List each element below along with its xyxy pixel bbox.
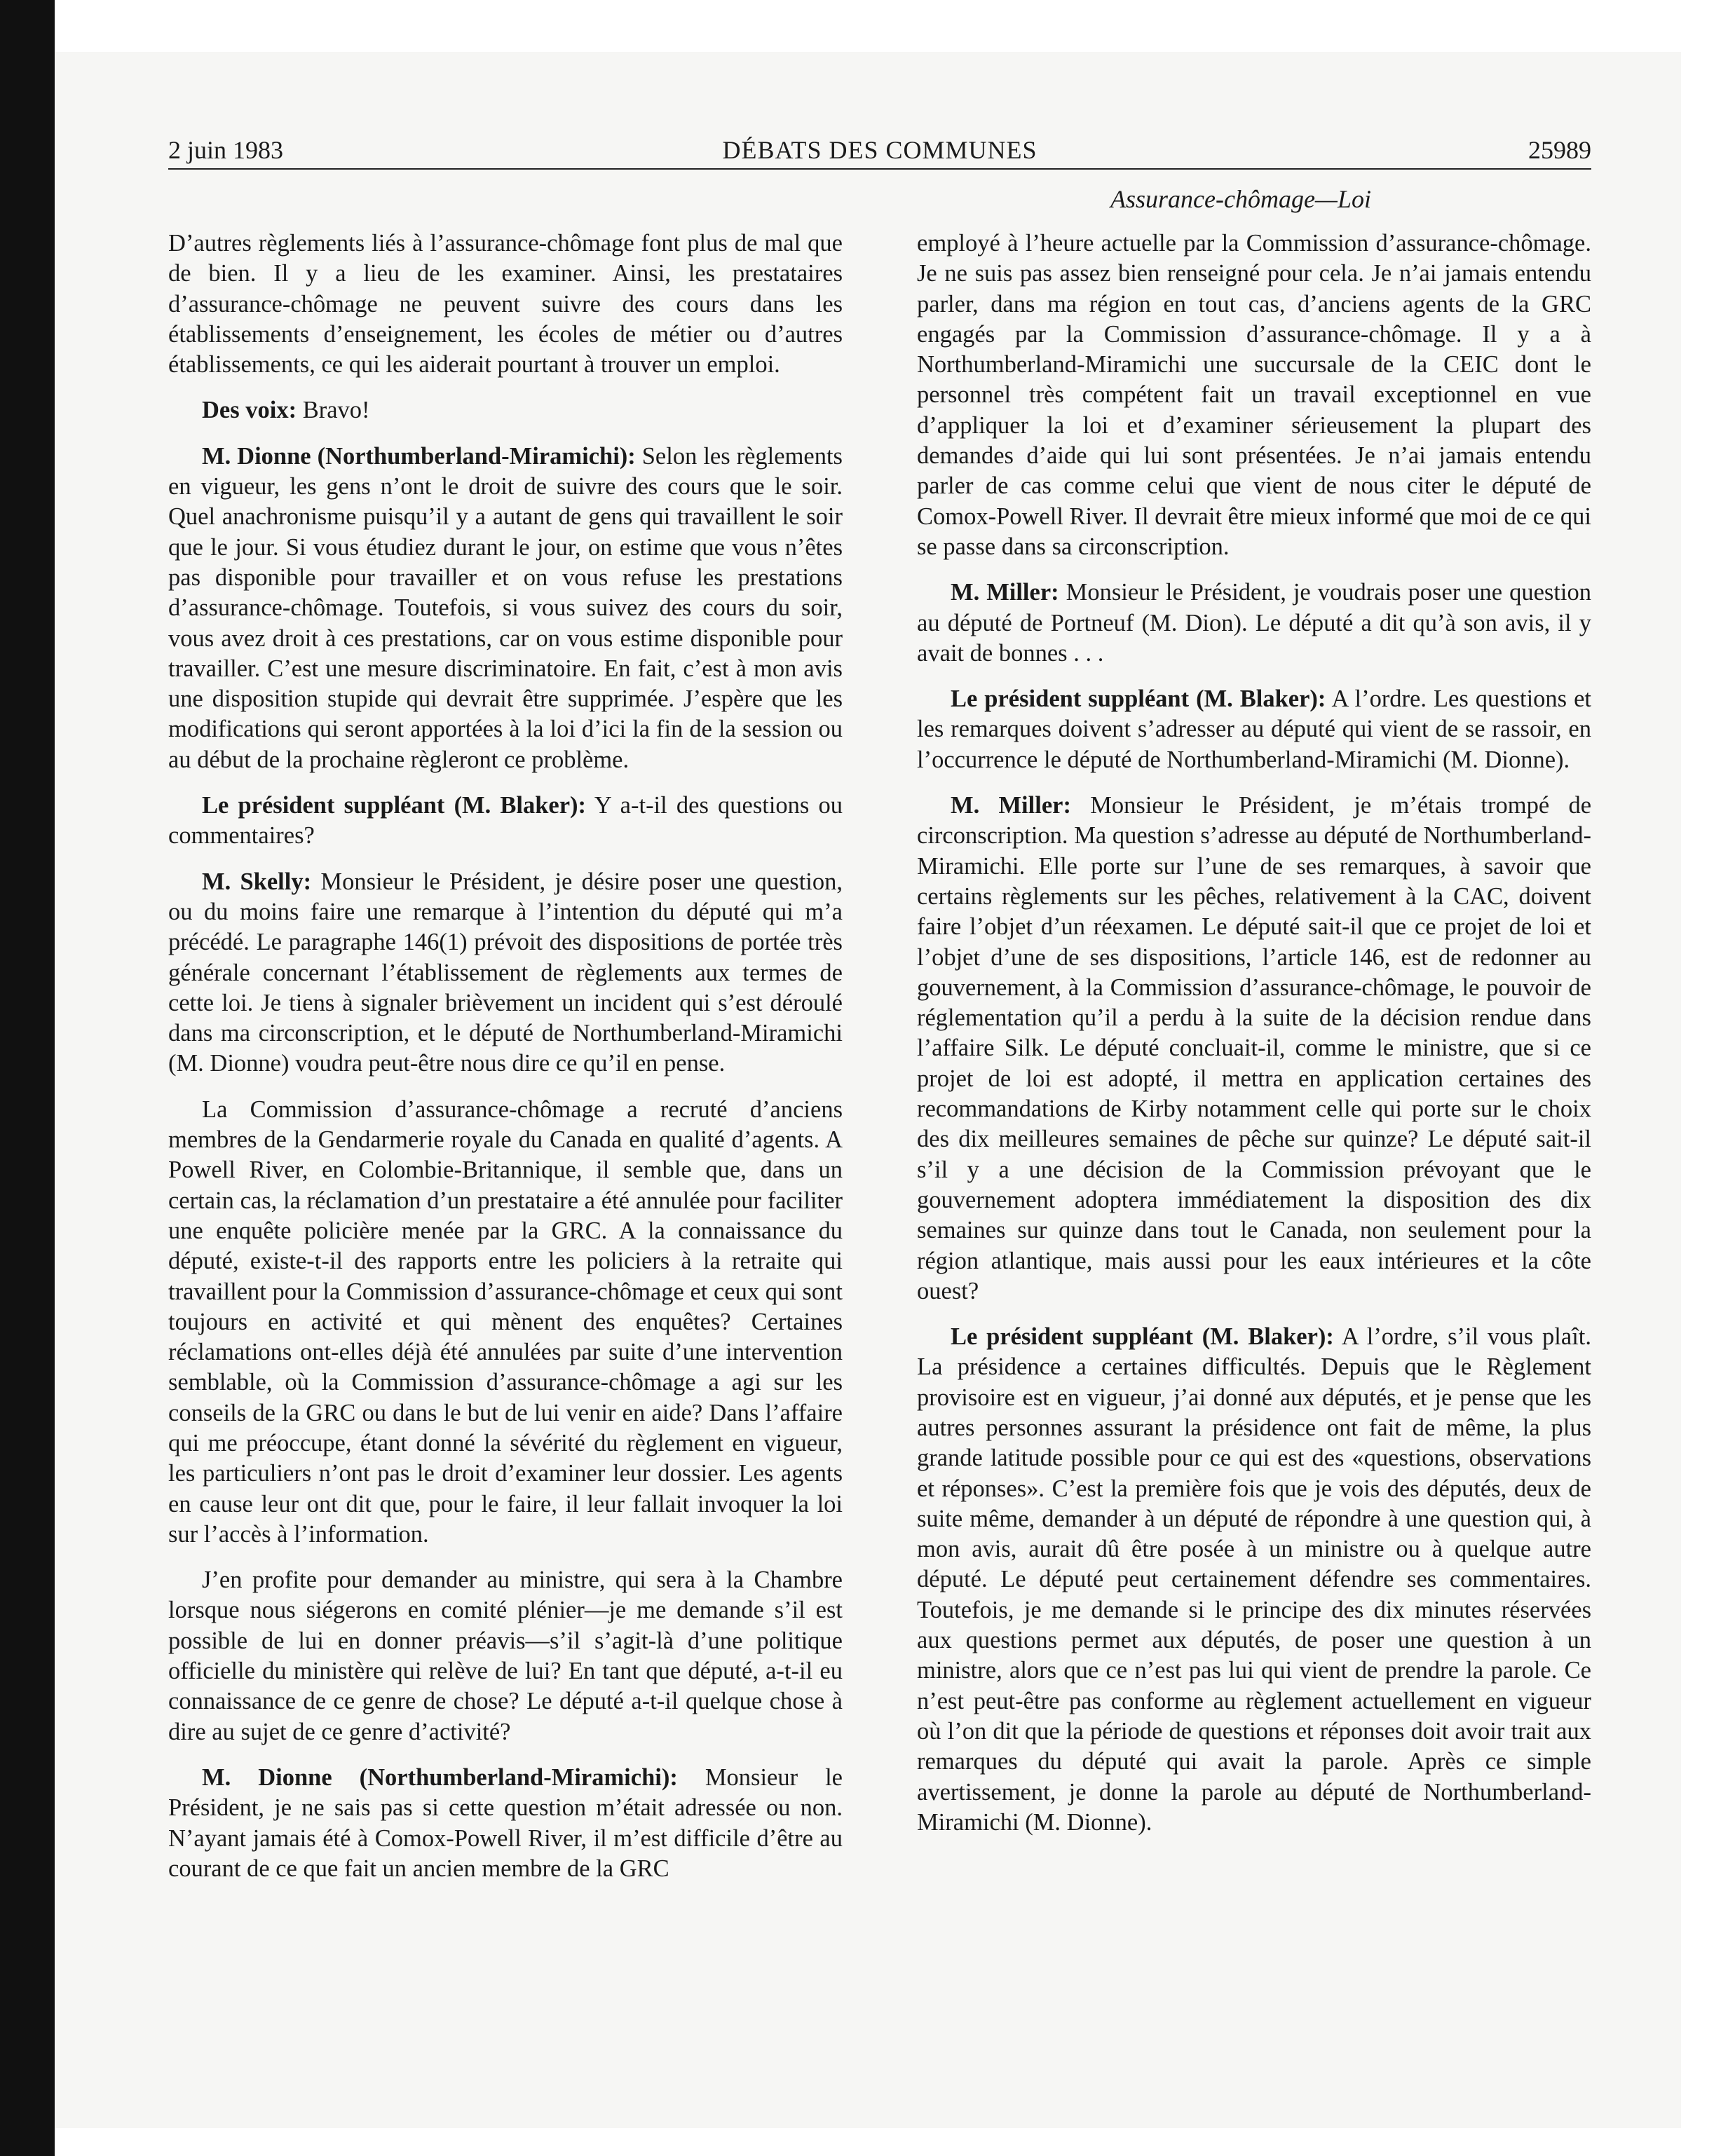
speaker-name: M. Miller: xyxy=(951,792,1071,819)
paragraph xyxy=(168,1763,843,1884)
page-header xyxy=(168,132,1591,168)
left-column xyxy=(168,228,843,1899)
paragraph-text: Y a-t-il des questions ou commentaires? xyxy=(168,792,843,850)
paragraph-text: A l’ordre, s’il vous plaît. La présidence a certaines difficultés. Depuis que le Règlement provisoire est en vigueur, j’ai donné aux députés, et je pense que les autres personnes assurant la présidence ont fait de même, la plus grande latitude possible pour ce qui est des «questions, observations et réponses». C’est la première fois que je vois des députés, deux de suite même, demander à un député de répondre à une question qui, à mon avis, aurait dû être posée à un ministre ou à quelque autre député. Le député peut certainement défendre ses commentaires. Toutefois, je me demande si le principe des dix minutes réservées aux questions permet aux députés, de poser une question à un ministre, alors que ce n’est pas lui qui vient de prendre la parole. Ce n’est peut-être pas conforme au règlement actuellement en vigueur où l’on dit que la période de questions et réponses doit avoir trait aux remarques du député qui avait la parole. Après ce simple avertissement, je donne la parole au député de Northumberland-Miramichi (M. Dionne). xyxy=(917,1323,1591,1836)
paragraph xyxy=(917,578,1591,669)
speaker-name: M. Miller: xyxy=(951,579,1059,606)
paragraph xyxy=(168,395,843,425)
paragraph-text: Bravo! xyxy=(302,397,370,424)
speaker-name: Le président suppléant (M. Blaker): xyxy=(202,792,587,819)
paragraph-text: employé à l’heure actuelle par la Commission d’assurance-chômage. Je ne suis pas assez bien renseigné pour cela. Je n’ai jamais entendu parler, dans ma région en tout cas, d’anciens agents de la GRC engagés par la Commission d’assurance-chômage. Il y a à Northumberland-Miramichi une succursale de la CEIC dont le personnel très compétent fait un travail exceptionnel en vue d’appliquer la loi et d’examiner sérieusement la plupart des demandes d’aide qui lui sont présentées. Je n’ai jamais entendu parler de cas comme celui que vient de nous citer le député de Comox-Powell River. Il devrait être mieux informé que moi de ce qui se passe dans sa circonscription. xyxy=(917,230,1591,560)
paragraph xyxy=(917,1322,1591,1838)
speaker-name: M. Skelly: xyxy=(202,868,312,895)
paragraph xyxy=(168,1095,843,1550)
paragraph-text: Monsieur le Président, je désire poser une question, ou du moins faire une remarque à l’intention du député qui m’a précédé. Le paragraphe 146(1) prévoit des dispositions de portée très générale concernant l’établissement de règlements aux termes de cette loi. Je tiens à signaler brièvement un incident qui s’est déroulé dans ma circonscription, et le député de Northumberland-Miramichi (M. Dionne) voudra peut-être nous dire ce qu’il en pense. xyxy=(168,868,843,1077)
header-page-number: 25989 xyxy=(1528,136,1591,164)
header-title: DÉBATS DES COMMUNES xyxy=(722,136,1037,164)
speaker-name: Des voix: xyxy=(202,397,297,424)
header-date: 2 juin 1983 xyxy=(168,136,284,164)
paragraph xyxy=(917,684,1591,775)
scan-edge xyxy=(0,0,55,2156)
paragraph xyxy=(917,228,1591,562)
speaker-name: M. Dionne (Northumberland-Miramichi): xyxy=(202,1763,678,1791)
paragraph-text: D’autres règlements liés à l’assurance-chômage font plus de mal que de bien. Il y a lieu de les examiner. Ainsi, les prestataires d’assurance-chômage ne peuvent suivre des cours dans les établissements d’enseignement, les écoles de métier ou d’autres établissements, ce qui les aiderait pourtant à trouver un emploi. xyxy=(168,230,843,378)
paragraph xyxy=(168,791,843,852)
paragraph-text: Monsieur le Président, je m’étais trompé de circonscription. Ma question s’adresse au député de Northumberland-Miramichi. Elle porte sur l’une de ses remarques, à savoir que certains règlements sur les pêches, relativement à la CAC, doivent faire l’objet d’un réexamen. Le député sait-il que ce projet de loi et l’objet d’une de ses dispositions, l’article 146, est de redonner au gouvernement, à la Commission d’assurance-chômage, le pouvoir de réglementation qu’il a perdu à la suite de la décision rendue dans l’affaire Silk. Le député concluait-il, comme le ministre, que si ce projet de loi est adopté, il mettra en application certaines des recommandations de Kirby notamment celle qui porte sur le choix des dix meilleures semaines de pêche sur quinze? Le député sait-il s’il y a une décision de la Commission prévoyant que le gouvernement adoptera immédiatement la disposition des dix semaines sur quinze dans tout le Canada, non seulement pour la région atlantique, mais aussi pour les eaux intérieures et la côte ouest? xyxy=(917,792,1592,1304)
paragraph xyxy=(168,442,843,775)
paragraph xyxy=(917,791,1591,1306)
paragraph-text: Selon les règlements en vigueur, les gens n’ont le droit de suivre des cours que le soir. Quel anachronisme puisqu’il y a autant de gens qui travaillent le soir que le jour. Si vous étudiez durant le jour, on estime que vous n’êtes pas disponible pour travailler et on vous refuse les prestations d’assurance-chômage. Toutefois, si vous suivez des cours du soir, vous avez droit à ces prestations, car on vous estime disponible pour travailler. C’est une mesure discriminatoire. En fait, c’est à mon avis une disposition stupide qui devrait être supprimée. J’espère que les modifications qui seront apportées à la loi d’ici la fin de la session ou au début de la prochaine règleront ce problème. xyxy=(168,442,843,773)
header-rule xyxy=(168,168,1591,170)
speaker-name: Le président suppléant (M. Blaker): xyxy=(951,1323,1334,1351)
speaker-name: M. Dionne (Northumberland-Miramichi): xyxy=(202,442,636,470)
paragraph-text: La Commission d’assurance-chômage a recruté d’anciens membres de la Gendarmerie royale du Canada en qualité d’agents. A Powell River, en Colombie-Britannique, il semble que, dans un certain cas, la réclamation d’un prestataire a été annulée pour faciliter une enquête policière menée par la GRC. A la connaissance du député, existe-t-il des rapports entre les policiers à la retraite qui travaillent pour la Commission d’assurance-chômage et ceux qui sont toujours en activité et qui mènent des enquêtes? Certaines réclamations ont-elles déjà été annulées par suite d’une intervention semblable, où la Commission d’assurance-chômage a agi sur les conseils de la GRC ou dans le but de lui venir en aide? Dans l’affaire qui me préoccupe, étant donné la sévérité du règlement en vigueur, les particuliers n’ont pas le droit d’examiner leur dossier. Les agents en cause leur ont dit que, pour le faire, il leur fallait invoquer la loi sur l’accès à l’information. xyxy=(168,1096,843,1548)
right-column xyxy=(917,228,1591,1853)
speaker-name: Le président suppléant (M. Blaker): xyxy=(951,685,1326,713)
paragraph-text: Monsieur le Président, je ne sais pas si cette question m’était adressée ou non. N’ayant jamais été à Comox-Powell River, il m’est difficile d’être au courant de ce que fait un ancien membre de la GRC xyxy=(168,1763,843,1882)
paragraph xyxy=(168,228,843,380)
paragraph-text: Monsieur le Président, je voudrais poser une question au député de Portneuf (M. Dion). Le député a dit qu’à son avis, il y avait de bonnes . . . xyxy=(917,579,1592,667)
paragraph xyxy=(168,1565,843,1747)
paragraph-text: A l’ordre. Les questions et les remarques doivent s’adresser au député qui vient de se rassoir, en l’occurrence le député de Northumberland-Miramichi (M. Dionne). xyxy=(917,685,1591,773)
header-subject: Assurance-chômage—Loi xyxy=(1110,185,1371,213)
paragraph xyxy=(168,867,843,1079)
paragraph-text: J’en profite pour demander au ministre, qui sera à la Chambre lorsque nous siégerons en comité plénier—je me demande s’il est possible de lui en donner préavis—s’il s’agit-là d’une politique officielle du ministère qui relève de lui? En tant que député, a-t-il eu connaissance de ce genre de chose? Le député a-t-il quelque chose à dire au sujet de ce genre d’activité? xyxy=(168,1567,843,1745)
